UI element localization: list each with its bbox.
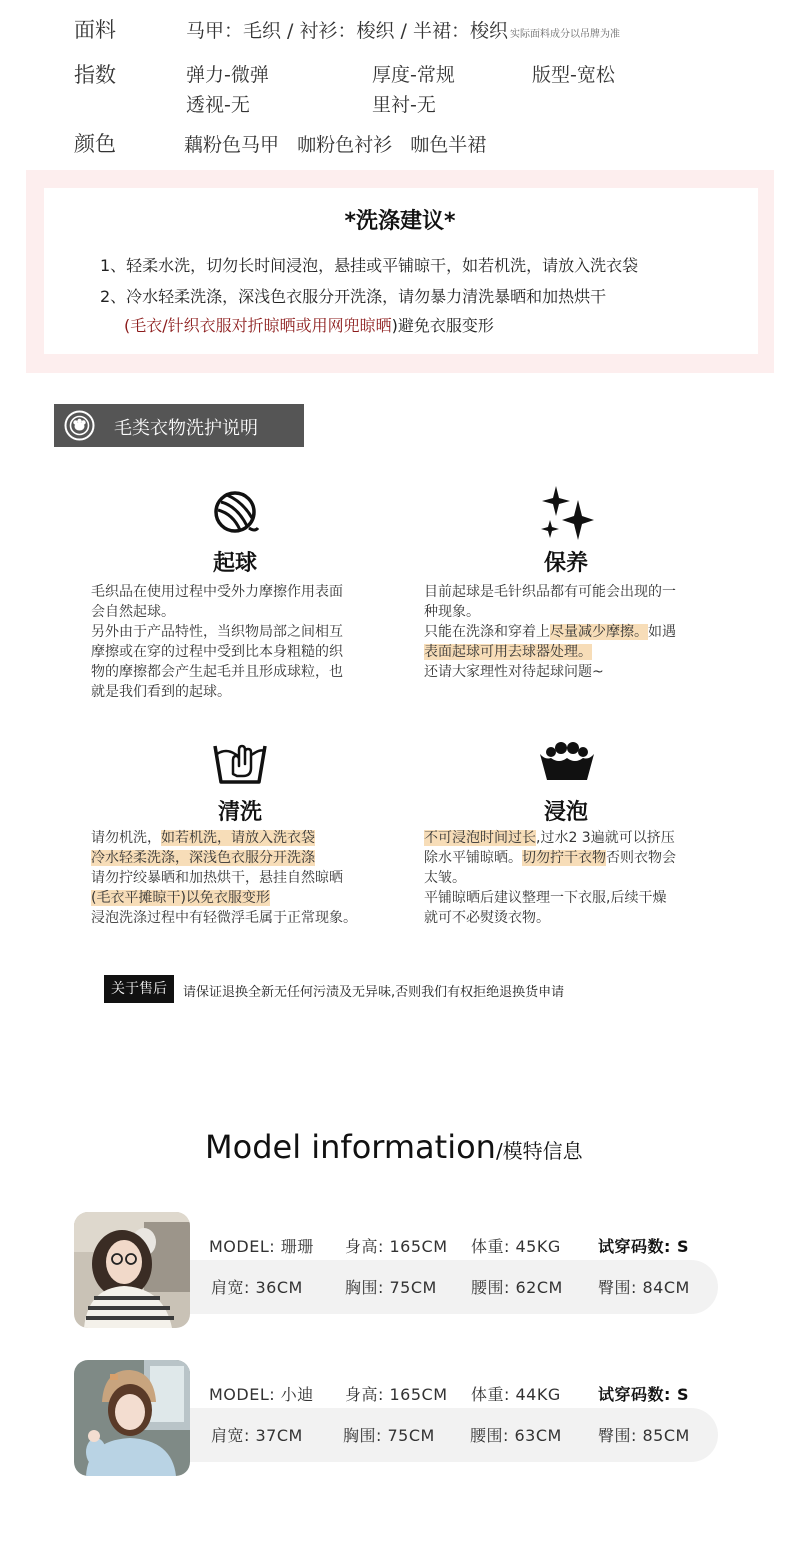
soaking-line: 平铺晾晒后建议整理一下衣服,后续干燥	[424, 890, 667, 906]
wash-line-3-open: (	[124, 316, 131, 335]
model-card	[74, 1360, 734, 1478]
fabric-value	[186, 16, 620, 43]
model-hip: 臀围: 84CM	[598, 1278, 690, 1297]
washing-line	[91, 888, 270, 908]
lining-value: 里衬-无	[372, 94, 436, 116]
model-name: MODEL: 小迪	[209, 1385, 314, 1404]
maintenance-line: 种现象。	[424, 604, 480, 620]
soaking-title: 浸泡	[543, 800, 588, 825]
colors-value: 藕粉色马甲 咖粉色衬衫 咖色半裙	[184, 134, 487, 156]
wool-care-banner-text: 毛类衣物洗护说明	[114, 418, 258, 439]
model-info-heading	[205, 1128, 583, 1166]
washing-title: 清洗	[217, 800, 262, 825]
washing-highlight: (毛衣平摊晾干)以免衣服变形	[91, 890, 270, 906]
model-card	[74, 1212, 734, 1330]
model-waist: 腰围: 62CM	[471, 1278, 563, 1297]
spec-section	[0, 0, 800, 170]
washing-line: 请勿拧绞暴晒和加热烘干，悬挂自然晾晒	[91, 870, 343, 886]
pilling-line: 会自然起球。	[91, 604, 175, 620]
thickness-value: 厚度-常规	[372, 64, 455, 86]
model-photo	[74, 1212, 190, 1328]
soak-basin-icon	[539, 742, 595, 782]
model-shoulder: 肩宽: 36CM	[211, 1278, 303, 1297]
soaking-highlight: 不可浸泡时间过长	[424, 830, 536, 846]
pilling-line: 摩擦或在穿的过程中受到比本身粗糙的织	[91, 644, 343, 660]
wash-line-3	[124, 313, 494, 336]
model-height: 身高: 165CM	[345, 1385, 448, 1404]
model-weight: 体重: 44KG	[471, 1385, 561, 1404]
model-weight: 体重: 45KG	[471, 1237, 561, 1256]
after-sales-text: 请保证退换全新无任何污渍及无异味,否则我们有权拒绝退换货申请	[183, 985, 565, 1000]
wash-line-1: 1、轻柔水洗，切勿长时间浸泡，悬挂或平铺晾干，如若机洗，请放入洗衣袋	[100, 256, 639, 275]
soaking-text: 除水平铺晾晒。	[424, 850, 522, 866]
maintenance-line: 目前起球是毛针织品都有可能会出现的一	[424, 584, 676, 600]
model-photo-image	[74, 1360, 190, 1476]
after-sales-badge: 关于售后	[104, 975, 174, 1003]
model-height: 身高: 165CM	[345, 1237, 448, 1256]
maintenance-text: 如遇	[648, 624, 676, 640]
soaking-highlight: 切勿拧干衣物	[522, 850, 606, 866]
fabric-note: 实际面料成分以吊牌为准	[509, 29, 620, 40]
hand-wash-icon	[213, 738, 267, 786]
fabric-value-text: 马甲：毛织 / 衬衫：梭织 / 半裙：梭织	[186, 20, 508, 42]
model-bust: 胸围: 75CM	[343, 1426, 435, 1445]
model-name: MODEL: 珊珊	[209, 1237, 314, 1256]
model-waist: 腰围: 63CM	[470, 1426, 562, 1445]
wash-line-2: 2、冷水轻柔洗涤，深浅色衣服分开洗涤，请勿暴力清洗暴晒和加热烘干	[100, 287, 607, 306]
wash-line-3-red: 毛衣/针织衣服对折晾晒或用网兜晾晒	[130, 316, 392, 335]
maintenance-title: 保养	[543, 551, 588, 576]
washing-text: 请勿机洗，	[91, 830, 161, 846]
maintenance-line	[424, 622, 676, 642]
pilling-line: 另外由于产品特性，当织物局部之间相互	[91, 624, 343, 640]
wash-line-3-rest: )避免衣服变形	[391, 316, 494, 335]
maintenance-text: 只能在洗涤和穿着上	[424, 624, 550, 640]
pilling-line: 毛织品在使用过程中受外力摩擦作用表面	[91, 584, 343, 600]
transparency-value: 透视-无	[186, 94, 250, 116]
model-try-size: 试穿码数: S	[598, 1237, 689, 1256]
model-try-size: 试穿码数: S	[598, 1385, 689, 1404]
model-bust: 胸围: 75CM	[345, 1278, 437, 1297]
yarn-ball-icon	[211, 488, 259, 536]
washing-line	[91, 848, 315, 868]
model-info-heading-en: Model information	[205, 1128, 496, 1166]
soaking-text: ,过水2 3遍就可以挤压	[536, 830, 675, 846]
model-photo	[74, 1360, 190, 1476]
pilling-line: 物的摩擦都会产生起毛并且形成球粒，也	[91, 664, 343, 680]
model-photo-image	[74, 1212, 190, 1328]
wool-care-icon	[64, 410, 95, 441]
wool-care-banner	[54, 404, 304, 447]
sparkle-icon	[540, 486, 594, 540]
index-label: 指数	[74, 63, 116, 87]
maintenance-highlight: 尽量减少摩擦。	[550, 624, 648, 640]
pilling-title: 起球	[212, 551, 257, 576]
soaking-line: 太皱。	[424, 870, 466, 886]
fabric-label: 面料	[74, 18, 116, 42]
washing-highlight: 如若机洗，请放入洗衣袋	[161, 830, 315, 846]
model-hip: 臀围: 85CM	[598, 1426, 690, 1445]
washing-highlight: 冷水轻柔洗涤，深浅色衣服分开洗涤	[91, 850, 315, 866]
maintenance-line	[424, 642, 592, 662]
soaking-text: 否则衣物会	[606, 850, 676, 866]
model-shoulder: 肩宽: 37CM	[211, 1426, 303, 1445]
washing-line: 浸泡洗涤过程中有轻微浮毛属于正常现象。	[91, 910, 357, 926]
color-label: 颜色	[74, 132, 116, 156]
soaking-line	[424, 828, 675, 848]
elasticity-value: 弹力-微弹	[186, 64, 269, 86]
soaking-line	[424, 848, 676, 868]
maintenance-highlight: 表面起球可用去球器处理。	[424, 644, 592, 660]
soaking-line: 就可不必熨烫衣物。	[424, 910, 550, 926]
model-info-heading-cn: /模特信息	[495, 1139, 583, 1163]
fit-value: 版型-宽松	[532, 64, 615, 86]
pilling-line: 就是我们看到的起球。	[91, 684, 231, 700]
washing-line	[91, 828, 315, 848]
wash-advice-title: *洗涤建议*	[344, 209, 456, 234]
maintenance-line: 还请大家理性对待起球问题~	[424, 664, 604, 680]
